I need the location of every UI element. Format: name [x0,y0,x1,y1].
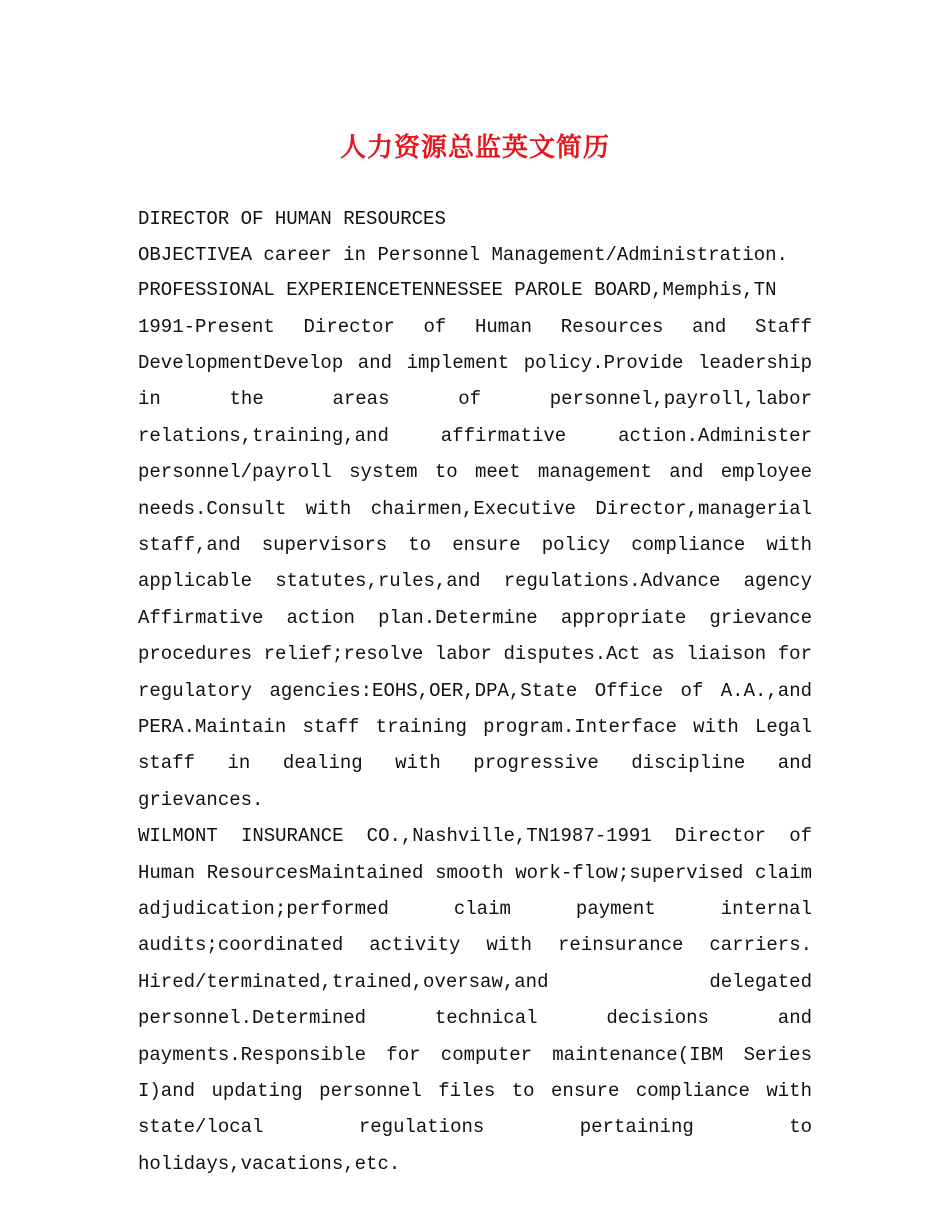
resume-body [138,202,812,1182]
experience-header: PROFESSIONAL EXPERIENCETENNESSEE PAROLE BOARD,Memphis,TN [138,279,777,301]
experience-paragraph-parole-board: 1991-Present Director of Human Resources and Staff DevelopmentDevelop and implement policy.Provide leadership in the areas of personnel,payroll,labor relations,training,and affirmative action.Administer personnel/payroll system to meet management and employee needs.Consult with chairmen,Executive Director,managerial staff,and supervisors to ensure policy compliance with applicable statutes,rules,and regulations.Advance agency Affirmative action plan.Determine appropriate grievance procedures relief;resolve labor disputes.Act as liaison for regulatory agencies:EOHS,OER,DPA,State Office of A.A.,and PERA.Maintain staff training program.Interface with Legal staff in dealing with progressive discipline and grievances. [138,315,812,811]
document-title: 人力资源总监英文简历 [339,133,610,163]
experience-paragraph-wilmont: WILMONT INSURANCE CO.,Nashville,TN1987-1991 Director of Human ResourcesMaintained smooth work-flow;supervised claim adjudication;performed claim payment internal audits;coordinated activity with reinsurance carriers. Hired/terminated,trained,oversaw,and delegated personnel.Determined technical decisions and payments.Responsible for computer maintenance(IBM Series I)and updating personnel files to ensure compliance with state/local regulations pertaining to holidays,vacations,etc. [138,825,812,1175]
objective-line: OBJECTIVEA career in Personnel Management/Administration. [138,243,788,266]
position-heading: DIRECTOR OF HUMAN RESOURCES [138,208,446,230]
